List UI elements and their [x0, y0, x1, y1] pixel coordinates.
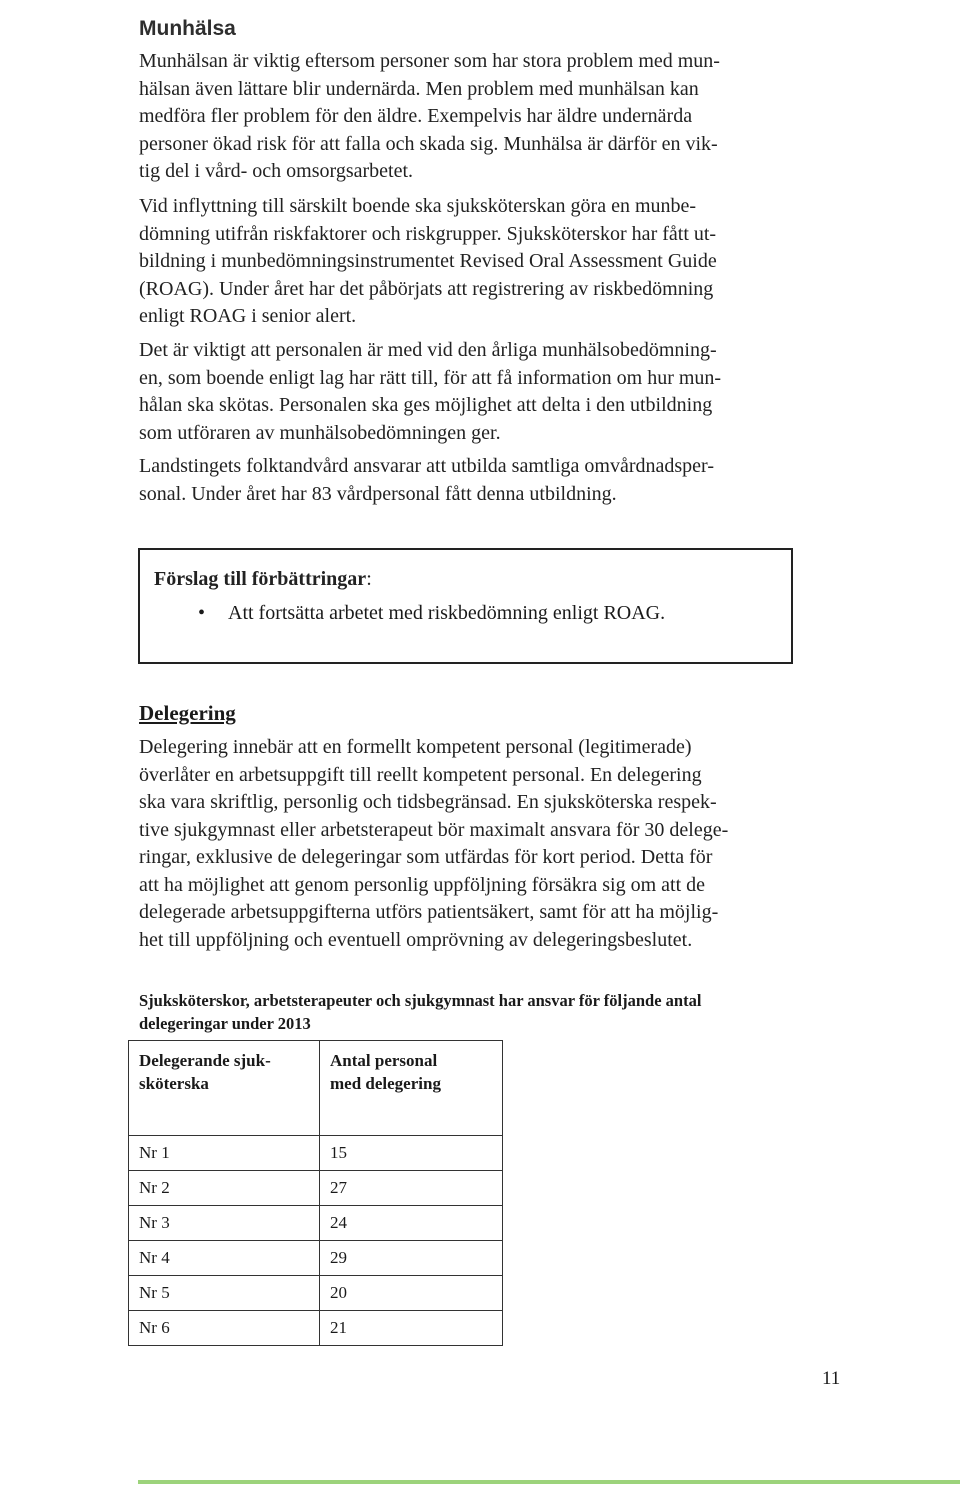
table-row	[129, 1171, 503, 1206]
table-row	[129, 1206, 503, 1241]
paragraph-munhalsa-intro: Munhälsan är viktig eftersom personer som har stora problem med mun- hälsan även lättare blir undernärda. Men problem med munhälsan kan medföra fler problem för den äldre. Exempelvis har äldre undernärda personer ökad risk för att falla och skada sig. Munhälsa är därför en vik- tig del i vård- och omsorgsarbetet.	[139, 50, 720, 182]
table-row	[129, 1241, 503, 1276]
paragraph-folktandvard: Landstingets folktandvård ansvarar att utbilda samtliga omvårdnadsper- sonal. Under året har 83 vårdpersonal fått denna utbildning.	[139, 455, 714, 505]
table-cell-count: 24	[320, 1206, 503, 1241]
table-cell-nurse: Nr 5	[129, 1276, 320, 1311]
proposal-bullet-text: Att fortsätta arbetet med riskbedömning enligt ROAG.	[228, 602, 666, 624]
table-header-cell: Antal personal med delegering	[320, 1041, 503, 1136]
table-cell-count: 29	[320, 1241, 503, 1276]
table-cell-count: 27	[320, 1171, 503, 1206]
proposal-box	[138, 548, 793, 664]
footer-accent-line	[138, 1480, 960, 1484]
page-number: 11	[822, 1368, 841, 1389]
table-row	[129, 1276, 503, 1311]
table-cell-nurse: Nr 1	[129, 1136, 320, 1171]
table-cell-nurse: Nr 6	[129, 1311, 320, 1346]
section-heading-delegering: Delegering	[139, 701, 236, 725]
delegation-table	[128, 1040, 503, 1346]
table-cell-count: 15	[320, 1136, 503, 1171]
table-cell-nurse: Nr 2	[129, 1171, 320, 1206]
paragraph-personal: Det är viktigt att personalen är med vid den årliga munhälsobedömning- en, som boende enligt lag har rätt till, för att få information om hur mun- hålan ska skötas. Personalen ska ges möjlighet att delta i den utbildning som utföraren av munhälsobedömningen ger.	[139, 339, 722, 444]
section-heading-munhalsa: Munhälsa	[139, 17, 236, 40]
table-row	[129, 1136, 503, 1171]
table-caption: Sjuksköterskor, arbetsterapeuter och sjukgymnast har ansvar för följande antal delegeringar under 2013	[139, 991, 702, 1033]
table-header-row	[129, 1041, 503, 1136]
table-cell-nurse: Nr 3	[129, 1206, 320, 1241]
table-header-cell: Delegerande sjuk- sköterska	[129, 1041, 320, 1136]
bullet-icon: •	[198, 602, 206, 624]
table-cell-count: 20	[320, 1276, 503, 1311]
paragraph-munbedomning: Vid inflyttning till särskilt boende ska sjuksköterskan göra en munbe- dömning utifrån riskfaktorer och riskgrupper. Sjuksköterskor har fått ut- bildning i munbedömningsinstrumentet Revised Oral Assessment Guide (ROAG). Under året har det påbörjats att registrering av riskbedömning enligt ROAG i senior alert.	[139, 195, 717, 327]
proposal-title: Förslag till förbättringar:	[154, 568, 372, 590]
table-cell-nurse: Nr 4	[129, 1241, 320, 1276]
table-row	[129, 1311, 503, 1346]
paragraph-delegering: Delegering innebär att en formellt kompetent personal (legitimerade) överlåter en arbetsuppgift till reellt kompetent personal. En delegering ska vara skriftlig, personlig och tidsbegränsad. En sjuksköterska respek- tive sjukgymnast eller arbetsterapeut bör maximalt ansvara för 30 delege- ringar, exklusive de delegeringar som utfärdas för kort period. Detta för att ha möjlighet att genom personlig uppföljning försäkra sig om att de delegerade arbetsuppgifterna utförs patientsäkert, samt för att ha möjlig- het till uppföljning och eventuell omprövning av delegeringsbeslutet.	[139, 736, 729, 951]
table-cell-count: 21	[320, 1311, 503, 1346]
proposal-bullet-item	[198, 602, 666, 625]
